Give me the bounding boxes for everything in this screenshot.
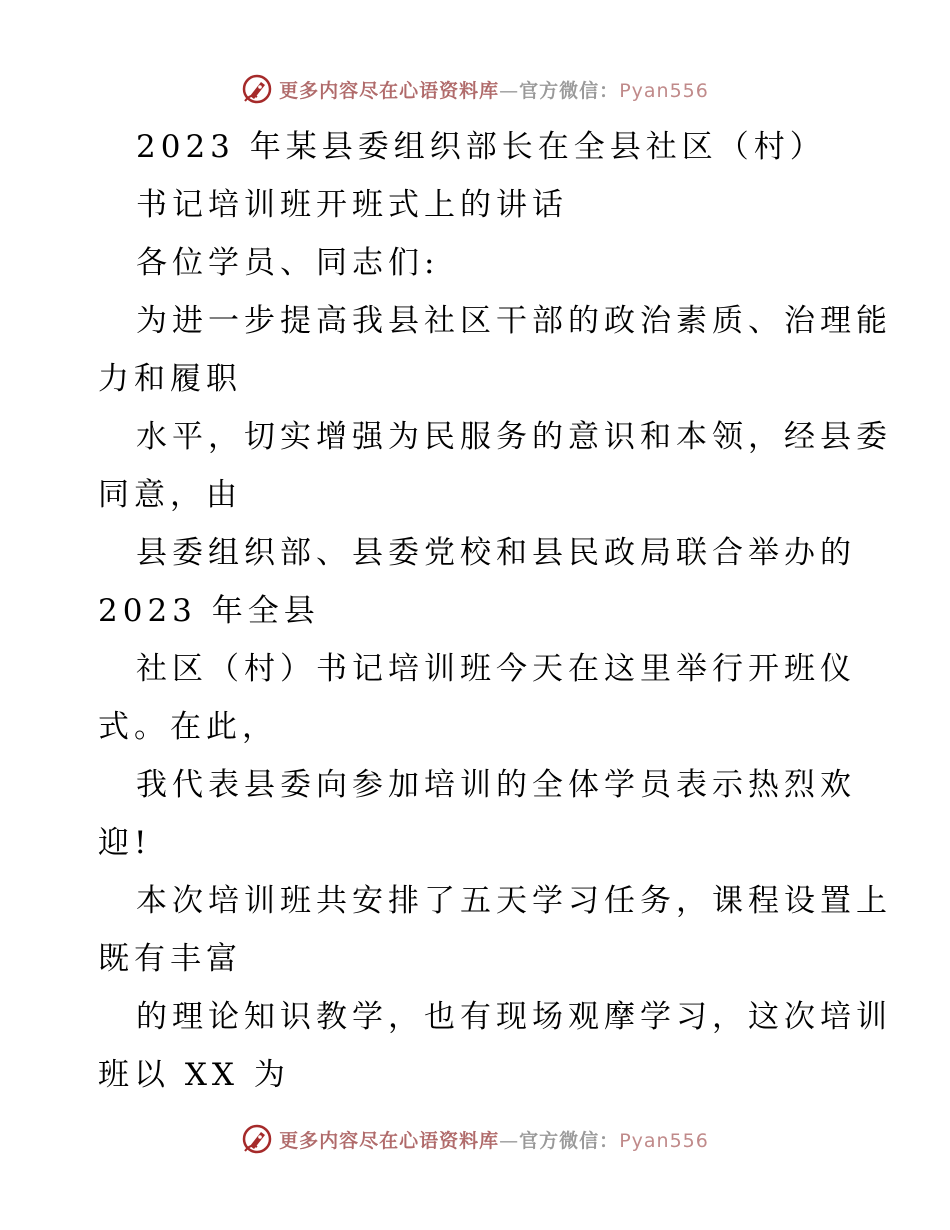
text-line: 县委组织部、县委党校和县民政局联合举办的 xyxy=(136,535,856,571)
text-line: 迎! xyxy=(98,825,152,861)
banner-account: Pyan556 xyxy=(619,79,709,102)
banner-wechat-label: 官方微信： xyxy=(519,79,620,102)
text-line: 水平，切实增强为民服务的意识和本领，经县委 xyxy=(136,419,892,455)
banner-wechat-label: 官方微信： xyxy=(519,1129,620,1152)
footer-banner xyxy=(0,1122,950,1156)
header-banner xyxy=(0,72,950,106)
banner-dash: — xyxy=(499,1129,520,1152)
banner-text xyxy=(279,76,709,103)
banner-account: Pyan556 xyxy=(619,1129,709,1152)
text-line: 2023 年某县委组织部长在全县社区（村） xyxy=(136,129,826,165)
text-line: 的理论知识教学，也有现场观摩学习，这次培训 xyxy=(136,999,892,1035)
text-line: 本次培训班共安排了五天学习任务，课程设置上 xyxy=(136,883,892,919)
banner-brand: 更多内容尽在心语资料库 xyxy=(279,79,500,102)
banner-brand: 更多内容尽在心语资料库 xyxy=(279,1129,500,1152)
text-line: 我代表县委向参加培训的全体学员表示热烈欢 xyxy=(136,767,856,803)
banner-text xyxy=(279,1126,709,1153)
text-line: 既有丰富 xyxy=(98,941,242,977)
banner-dash: — xyxy=(499,79,520,102)
text-line: 各位学员、同志们: xyxy=(136,245,440,281)
pen-nib-icon xyxy=(241,73,273,105)
pen-nib-icon xyxy=(241,1123,273,1155)
document-body xyxy=(98,118,892,1104)
text-line: 班以 XX 为 xyxy=(98,1057,290,1093)
text-line: 书记培训班开班式上的讲话 xyxy=(136,187,568,223)
text-line: 为进一步提高我县社区干部的政治素质、治理能 xyxy=(136,303,892,339)
text-line: 力和履职 xyxy=(98,361,242,397)
text-line: 同意，由 xyxy=(98,477,242,513)
text-line: 式。在此， xyxy=(98,709,278,745)
text-line: 社区（村）书记培训班今天在这里举行开班仪 xyxy=(136,651,856,687)
text-line: 2023 年全县 xyxy=(98,593,320,629)
